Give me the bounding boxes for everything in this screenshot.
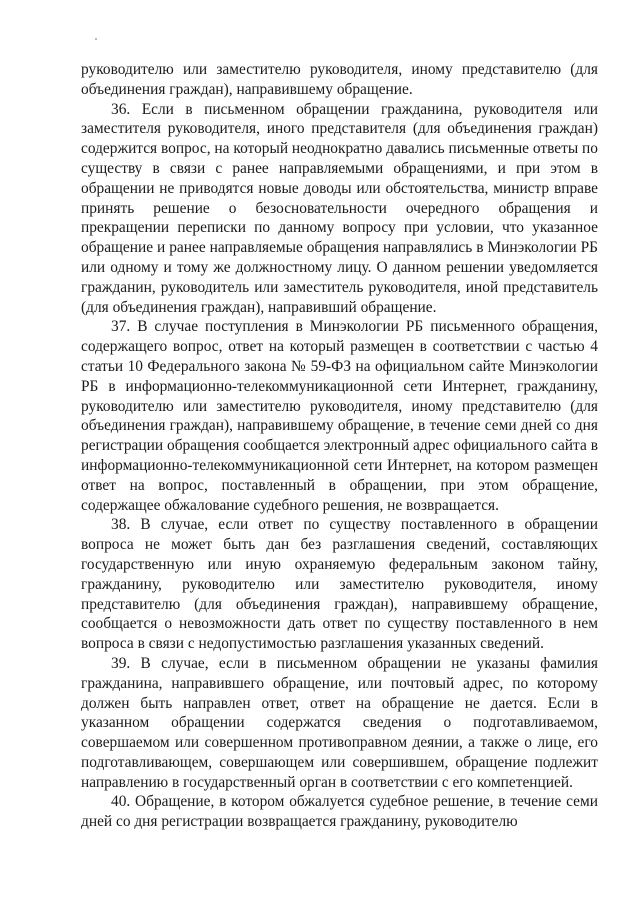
- paragraph-39: 39. В случае, если в письменном обращении не указаны фамилия гражданина, направившего обращение, или почтовый адрес, по которому должен быть направлен ответ, ответ на обращение не дается. Если в указанном обращении содержатся сведения о подготавливаемом, совершаемом или совершенном противоправном деянии, а также о лице, его подготавливающем, совершающем или совершившем, обращение подлежит направлению в государственный орган в соответствии с его компетенцией.: [81, 654, 598, 791]
- paragraph-36: 36. Если в письменном обращении гражданина, руководителя или заместителя руководителя, иного представителя (для объединения граждан) содержится вопрос, на который неоднократно давались письменные ответы по существу в связи с ранее направляемыми обращениями, и при этом в обращении не приводятся новые доводы или обстоятельства, министр вправе принять решение о безосновательности очередного обращения и прекращении переписки по данному вопросу при условии, что указанное обращение и ранее направляемые обращения направлялись в Минэкологии РБ или одному и тому же должностному лицу. О данном решении уведомляется гражданин, руководитель или заместитель руководителя, иной представитель (для объединения граждан), направивший обращение.: [81, 100, 598, 316]
- scan-speck: [95, 38, 97, 40]
- paragraph-40: 40. Обращение, в котором обжалуется судебное решение, в течение семи дней со дня регистрации возвращается гражданину, руководителю: [81, 793, 598, 831]
- paragraph-37: 37. В случае поступления в Минэкологии РБ письменного обращения, содержащего вопрос, ответ на который размещен в соответствии с частью 4 статьи 10 Федерального закона № 59-ФЗ на официальном сайте Минэкологии РБ в информационно-телекоммуникационной сети Интернет, гражданину, руководителю или заместителю руководителя, иному представителю (для объединения граждан), направившему обращение, в течение семи дней со дня регистрации обращения сообщается электронный адрес официального сайта в информационно-телекоммуникационной сети Интернет, на котором размещен ответ на вопрос, поставленный в обращении, при этом обращение, содержащее обжалование судебного решения, не возвращается.: [81, 318, 598, 514]
- document-body: [81, 60, 598, 832]
- paragraph-38: 38. В случае, если ответ по существу поставленного в обращении вопроса не может быть дан без разглашения сведений, составляющих государственную или иную охраняемую федеральным законом тайну, гражданину, руководителю или заместителю руководителя, иному представителю (для объединения граждан), направившему обращение, сообщается о невозможности дать ответ по существу поставленного в нем вопроса в связи с недопустимостью разглашения указанных сведений.: [81, 516, 598, 653]
- paragraph-continuation: руководителю или заместителю руководителя, иному представителю (для объединения граждан), направившему обращение.: [81, 61, 598, 98]
